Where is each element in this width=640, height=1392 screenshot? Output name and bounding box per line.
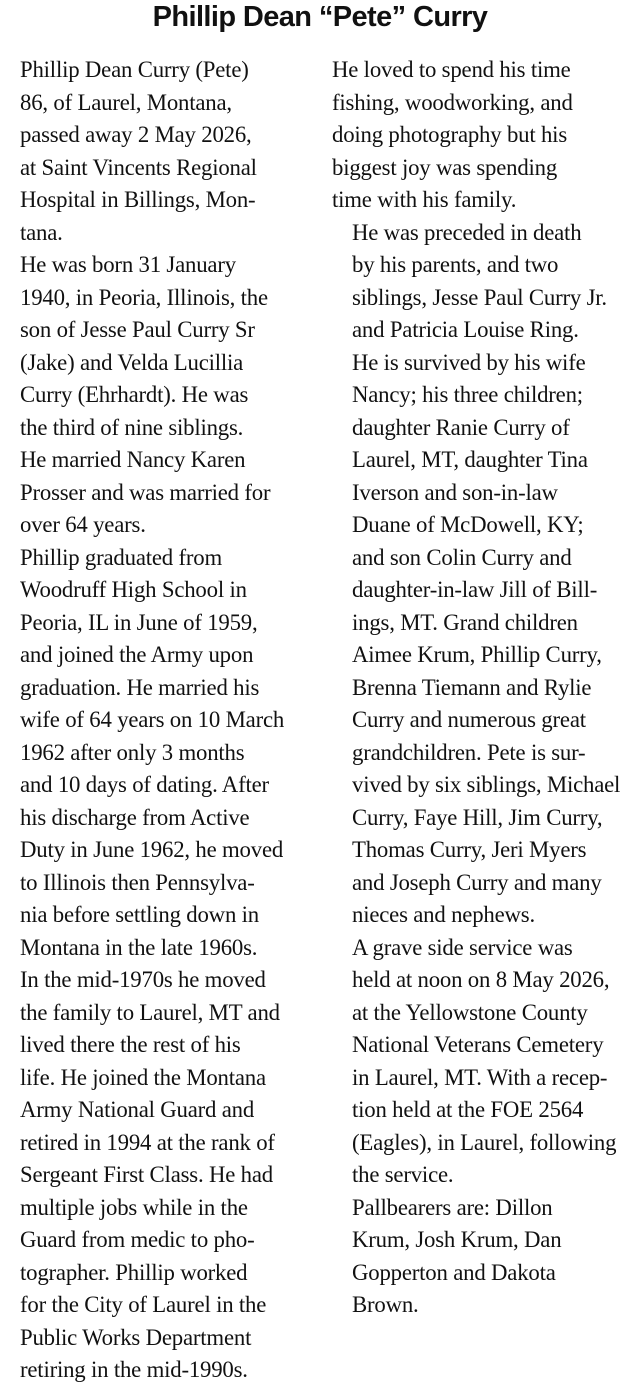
text-line: Guard from medic to pho- bbox=[20, 1227, 255, 1252]
text-line: Nancy; his three children; bbox=[352, 382, 583, 407]
text-line: Curry, Faye Hill, Jim Curry, bbox=[352, 804, 603, 830]
paragraph-pallbearers bbox=[332, 1192, 638, 1322]
text-line: retired in 1994 at the rank of bbox=[20, 1129, 275, 1155]
text-line: Phillip graduated from bbox=[20, 544, 222, 570]
text-line: He was born 31 January bbox=[20, 252, 236, 277]
text-line: 1940, in Peoria, Illinois, the bbox=[20, 284, 268, 310]
text-line: graduation. He married his bbox=[20, 674, 260, 700]
text-line: nieces and nephews. bbox=[352, 902, 535, 927]
text-line: Curry (Ehrhardt). He was bbox=[20, 382, 249, 407]
text-line: in Laurel, MT. With a recep- bbox=[352, 1064, 608, 1090]
text-line: Sergeant First Class. He had bbox=[20, 1162, 273, 1187]
text-line: (Jake) and Velda Lucillia bbox=[20, 349, 244, 375]
text-line: fishing, woodworking, and bbox=[332, 89, 573, 115]
text-line: ings, MT. Grand children bbox=[352, 609, 578, 635]
left-column bbox=[0, 54, 312, 1387]
text-line: He loved to spend his time bbox=[332, 57, 571, 82]
text-line: National Veterans Cemetery bbox=[352, 1032, 604, 1057]
text-line: daughter Ranie Curry of bbox=[352, 414, 570, 440]
text-line: doing photography but his bbox=[332, 122, 567, 147]
text-line: to Illinois then Pennsylva- bbox=[20, 869, 255, 895]
obituary-title: Phillip Dean “Pete” Curry bbox=[152, 1, 488, 33]
text-line: siblings, Jesse Paul Curry Jr. bbox=[352, 284, 607, 310]
paragraph-survivors bbox=[332, 217, 638, 932]
text-line: Curry and numerous great bbox=[352, 707, 586, 732]
text-line: Iverson and son-in-law bbox=[352, 479, 558, 505]
text-line: held at noon on 8 May 2026, bbox=[352, 967, 610, 992]
text-line: biggest joy was spending bbox=[332, 154, 558, 180]
text-line: 1962 after only 3 months bbox=[20, 739, 245, 765]
text-line: at the Yellowstone County bbox=[352, 999, 588, 1025]
text-line: and Joseph Curry and many bbox=[352, 869, 602, 895]
paragraph-life-career bbox=[0, 542, 312, 1387]
text-line: 86, of Laurel, Montana, bbox=[20, 89, 232, 115]
text-line: and son Colin Curry and bbox=[352, 544, 572, 570]
text-line: Gopperton and Dakota bbox=[352, 1259, 556, 1285]
text-line: Hospital in Billings, Mon- bbox=[20, 187, 256, 212]
text-line: the family to Laurel, MT and bbox=[20, 999, 280, 1025]
text-line: Army National Guard and bbox=[20, 1097, 255, 1122]
text-line: and joined the Army upon bbox=[20, 642, 254, 667]
text-line: He married Nancy Karen bbox=[20, 447, 246, 472]
text-line: Krum, Josh Krum, Dan bbox=[352, 1227, 562, 1252]
text-line: life. He joined the Montana bbox=[20, 1064, 266, 1090]
text-line: multiple jobs while in the bbox=[20, 1194, 248, 1220]
text-line: A grave side service was bbox=[352, 934, 573, 960]
text-line: Brenna Tiemann and Rylie bbox=[352, 674, 592, 700]
text-line: Laurel, MT, daughter Tina bbox=[352, 447, 588, 472]
text-line: Phillip Dean Curry (Pete) bbox=[20, 57, 249, 82]
text-line: Aimee Krum, Phillip Curry, bbox=[352, 642, 602, 667]
text-line: passed away 2 May 2026, bbox=[20, 122, 252, 147]
text-line: Woodruff High School in bbox=[20, 577, 247, 602]
text-line: the third of nine siblings. bbox=[20, 414, 244, 440]
text-line: and 10 days of dating. After bbox=[20, 772, 269, 797]
text-line: over 64 years. bbox=[20, 512, 146, 537]
text-line: nia before settling down in bbox=[20, 902, 259, 927]
paragraph-birth-family bbox=[0, 249, 312, 542]
text-line: tion held at the FOE 2564 bbox=[352, 1097, 584, 1122]
text-line: for the City of Laurel in the bbox=[20, 1292, 267, 1317]
text-line: daughter-in-law Jill of Bill- bbox=[352, 577, 598, 602]
text-line: tana. bbox=[20, 219, 63, 245]
text-line: and Patricia Louise Ring. bbox=[352, 317, 579, 342]
text-line: wife of 64 years on 10 March bbox=[20, 707, 285, 732]
paragraph-service bbox=[332, 932, 638, 1192]
text-line: grandchildren. Pete is sur- bbox=[352, 739, 586, 765]
right-column bbox=[332, 54, 638, 1322]
text-line: retiring in the mid-1990s. bbox=[20, 1357, 248, 1382]
text-line: son of Jesse Paul Curry Sr bbox=[20, 317, 255, 342]
text-line: In the mid-1970s he moved bbox=[20, 967, 266, 992]
text-line: Duane of McDowell, KY; bbox=[352, 512, 584, 537]
text-line: Thomas Curry, Jeri Myers bbox=[352, 837, 587, 862]
text-line: (Eagles), in Laurel, following bbox=[352, 1129, 617, 1155]
text-line: Brown. bbox=[352, 1292, 419, 1317]
text-line: tographer. Phillip worked bbox=[20, 1259, 248, 1285]
text-line: at Saint Vincents Regional bbox=[20, 154, 257, 180]
text-line: Montana in the late 1960s. bbox=[20, 934, 258, 960]
text-line: time with his family. bbox=[332, 187, 517, 212]
text-line: vived by six siblings, Michael bbox=[352, 772, 621, 797]
text-line: He is survived by his wife bbox=[352, 349, 586, 375]
paragraph-hobbies bbox=[332, 54, 638, 217]
text-line: He was preceded in death bbox=[352, 219, 582, 245]
paragraph-death-notice bbox=[0, 54, 312, 249]
text-line: lived there the rest of his bbox=[20, 1032, 241, 1057]
text-line: Duty in June 1962, he moved bbox=[20, 837, 284, 862]
text-line: by his parents, and two bbox=[352, 252, 559, 277]
text-line: Peoria, IL in June of 1959, bbox=[20, 609, 258, 635]
text-line: his discharge from Active bbox=[20, 804, 250, 830]
text-line: Public Works Department bbox=[20, 1324, 252, 1350]
text-line: Pallbearers are: Dillon bbox=[352, 1194, 553, 1220]
text-line: Prosser and was married for bbox=[20, 479, 271, 505]
text-line: the service. bbox=[352, 1162, 454, 1187]
